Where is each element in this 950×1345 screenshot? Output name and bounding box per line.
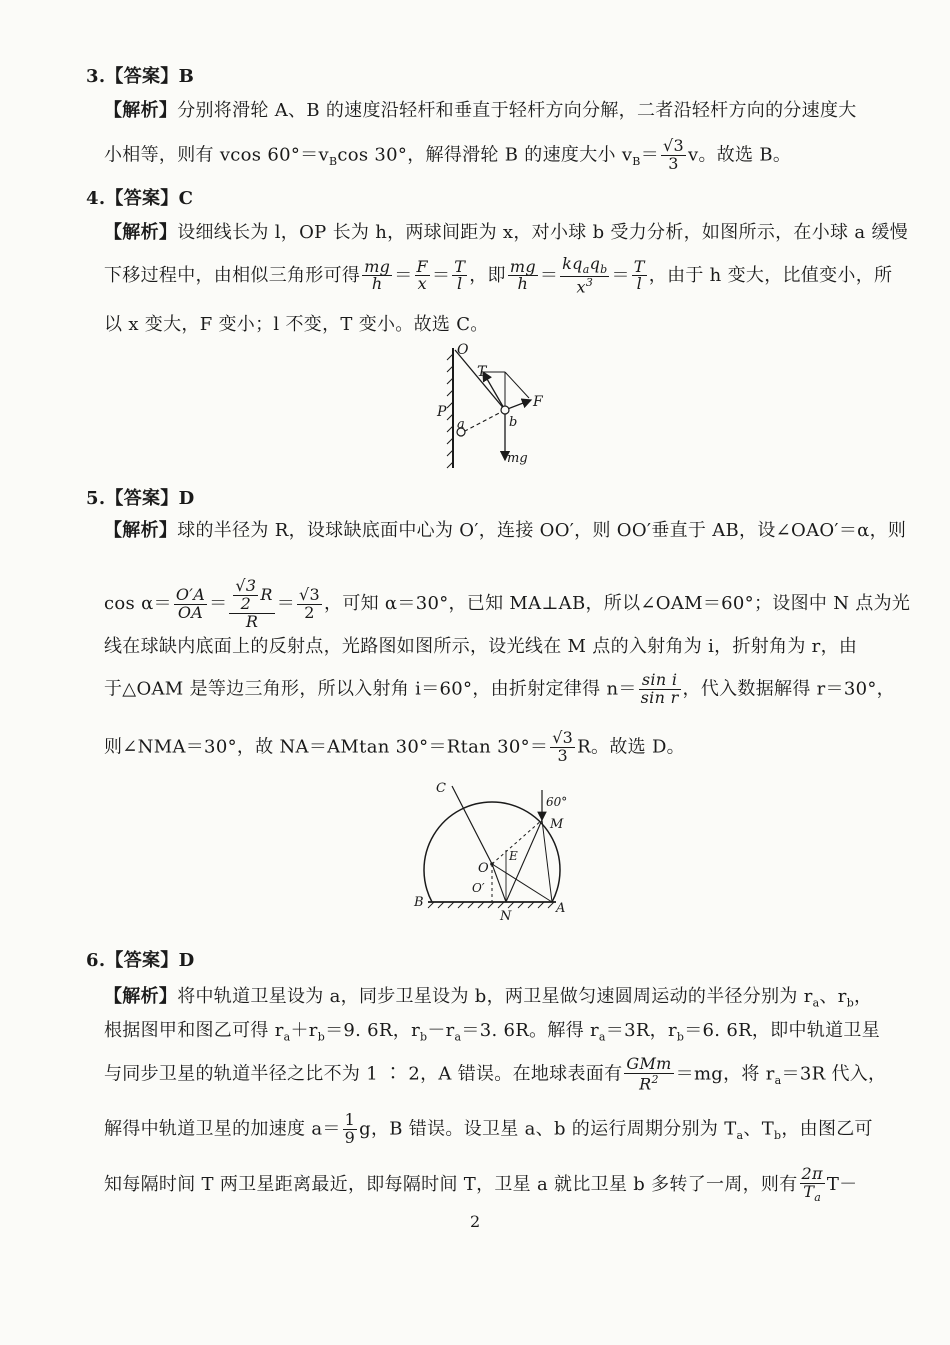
svg-text:E: E [509,849,518,863]
q5-analysis-line-3: 线在球缺内底面上的反射点，光路图如图所示，设光线在 M 点的入射角为 i，折射角为 r，由 [104,636,858,657]
svg-text:A: A [556,901,566,916]
svg-text:a: a [457,417,465,432]
q6-analysis-line-3: 与同步卫星的轨道半径之比不为 1 ∶ 2，A 错误。在地球表面有 $\frac{\text{GMm}}{R^2}$ ＝mg，将 $r_a=3R$ 代入， [104,1054,887,1094]
q6-analysis-line-1: 【解析】将中轨道卫星设为 a，同步卫星设为 b，两卫星做匀速圆周运动的半径分别为 $r_a$、$r_b$， [104,986,873,1010]
q6-answer: D [178,950,195,971]
q3-answer: B [178,66,195,87]
svg-text:F: F [533,394,543,410]
q3-header [86,62,194,88]
string-line [455,350,505,410]
q5-analysis-line-2: cos α＝ $\frac{O'A}{OA}$ ＝ $\frac{√3}{2}$ R R ＝ $\frac{√3}{2}$ ，可知 α＝30°，已知 MA⊥AB，所以∠OAM＝60°；设图中 N 点为光 [104,576,911,631]
svg-text:P: P [437,404,447,420]
svg-text:b: b [509,415,518,430]
q3-analysis-line-2: 小相等，则有 vcos $60^\circ=v_B\cos$ 30°，解得滑轮 B 的速度大小 $v_B=$ $\frac{√3}{3}$ v。故选 B。 [104,136,792,173]
svg-text:M: M [550,817,564,832]
q6-analysis-line-5: 知每隔时间 T 两卫星距离最近，即每隔时间 T，卫星 a 就比卫星 b 多转了一周，则有 $\frac{2\pi}{T_a}$ T－ [104,1164,858,1204]
q5-analysis-line-1: 【解析】球的半径为 R，设球缺底面中心为 O′，连接 OO′，则 OO′垂直于 AB，设∠OAO′＝α，则 [104,520,907,541]
reflected-ray-to-C [452,786,492,864]
q5-answer: D [178,488,195,509]
q4-analysis-line-1: 【解析】设细线长为 l，OP 长为 h，两球间距为 x，对小球 b 受力分析，如图所示，在小球 a 缓慢 [104,222,908,243]
svg-text:60°: 60° [546,795,568,809]
ball-b [501,406,509,414]
q4-answer: C [178,188,194,209]
svg-text:O: O [457,342,469,358]
svg-text:mg: mg [507,451,528,466]
svg-text:O′: O′ [472,881,485,895]
svg-text:T: T [477,364,487,380]
q6-analysis-line-4: 解得中轨道卫星的加速度 a＝ $\frac{1}{9}$ g，B 错误。设卫星 a、b 的运行周期分别为 $T_a$、$T_b$，由图乙可 [104,1110,873,1147]
ball-distance-line [463,410,505,432]
svg-text:B: B [414,895,424,910]
q3-analysis-line-1: 【解析】分别将滑轮 A、B 的速度沿轻杆和垂直于轻杆方向分解，二者沿轻杆方向的分速度大 [104,100,857,121]
q6-header: 6.【答案】D [86,950,195,971]
page-number: 2 [470,1212,481,1231]
q4-analysis-line-2: 下移过程中，由相似三角形可得 $\frac{mg}{h}$ ＝ $\frac{F}{x}$ ＝ $\frac{T}{l}$ ，即 $\frac{mg}{h}$ ＝ $\frac{kq_aq_b}{x^3}$ ＝ $\frac{T}{l}$ ，由于 h 变大，比值变小，所 [104,254,893,297]
q3-fraction: $\frac{√3}{3}$ [663,136,684,173]
q4-analysis-line-3: 以 x 变大，F 变小；l 不变，T 变小。故选 C。 [104,314,489,335]
q4-force-diagram [425,340,565,475]
q4-header: 4.【答案】C [86,188,194,209]
svg-text:O: O [478,861,489,876]
q3-answer-tag: 【答案】 [105,66,179,87]
q6-analysis-line-2: 根据图甲和图乙可得 $r_a+r_b=9$. 6R，$r_b-r_a=3$. 6R。解得 $r_a=3R$，$r_b=6$. 6R，即中轨道卫星 [104,1020,881,1044]
q3-number: 3. [86,66,106,87]
svg-text:N: N [500,909,512,924]
svg-text:C: C [436,781,446,796]
sphere-arc [424,802,560,902]
q5-analysis-line-5: 则∠NMA＝30°，故 NA＝AMtan 30°＝Rtan 30°＝ $\frac{√3}{3}$ R。故选 D。 [104,728,685,765]
q5-optics-diagram [410,780,585,930]
q5-header: 5.【答案】D [86,488,195,509]
q5-analysis-line-4: 于△OAM 是等边三角形，所以入射角 i＝60°，由折射定律得 n＝ $\frac{\text{sin i}}{\text{sin r}}$ ，代入数据解得 r＝30°， [104,670,895,707]
